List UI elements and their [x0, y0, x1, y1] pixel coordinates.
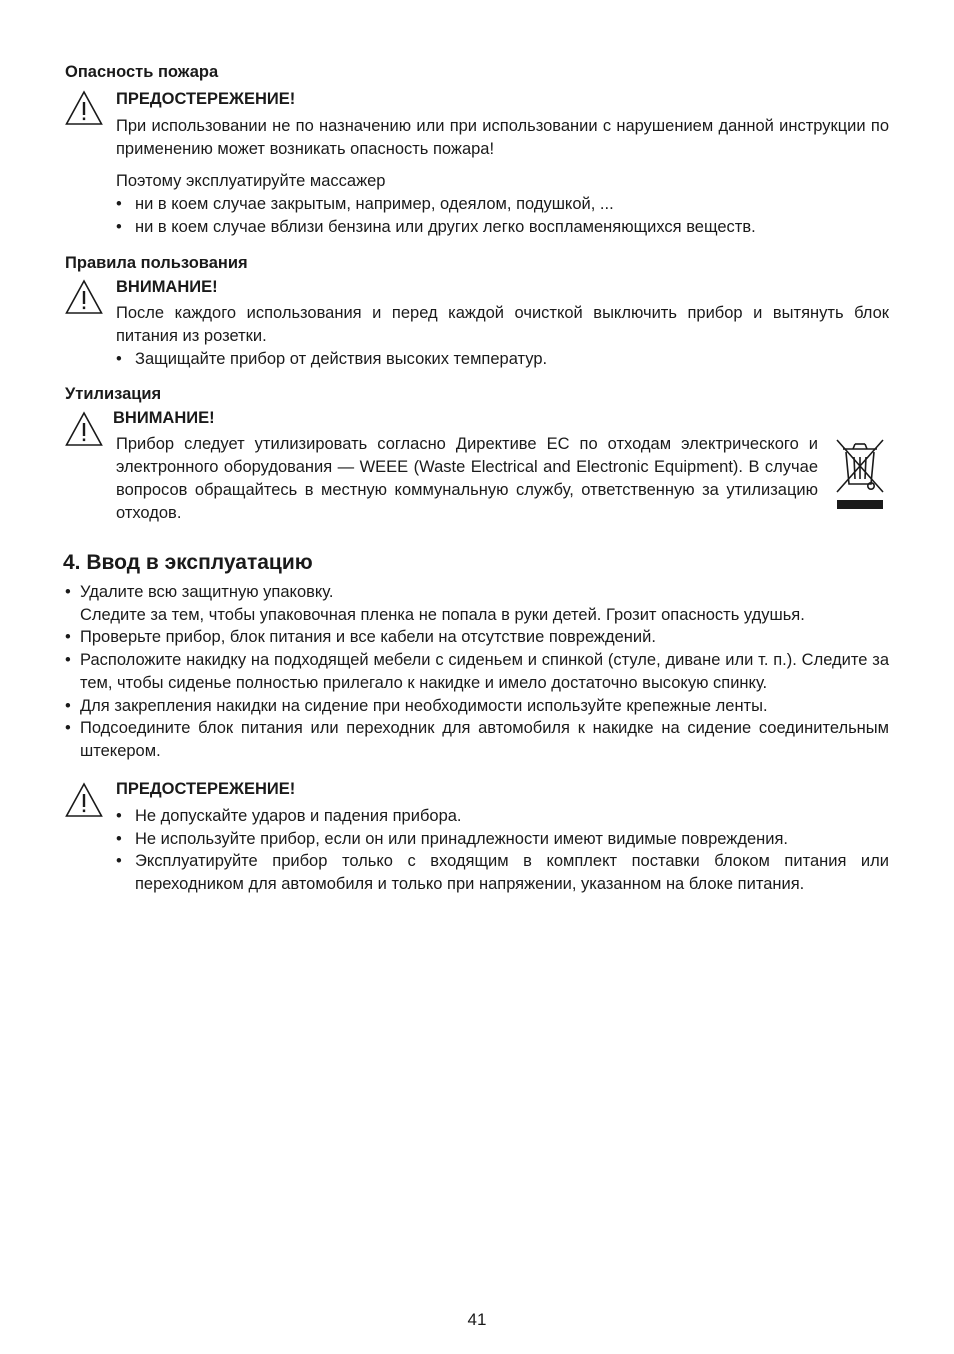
- list-item-text: Удалите всю защитную упаковку.: [80, 583, 334, 601]
- section-heading-fire: Опасность пожара: [65, 63, 219, 81]
- bullet-marker: •: [65, 651, 71, 669]
- bullet-marker: •: [65, 697, 71, 715]
- list-item-text: Эксплуатируйте прибор только с входящим в комплект поставки блоком питания или переходником для автомобиля и только при напряжении, указанном на блоке питания.: [135, 852, 889, 893]
- section-heading-disposal: Утилизация: [65, 385, 162, 403]
- list-item: [65, 649, 889, 695]
- list-item-continuation: Следите за тем, чтобы упаковочная пленка не попала в руки детей. Грозит опасность удушья.: [80, 606, 805, 624]
- warning-triangle-icon: [65, 90, 103, 126]
- list-item-text: Для закрепления накидки на сидение при необходимости используйте крепежные ленты.: [80, 697, 768, 715]
- list-item: [116, 805, 889, 828]
- bullet-marker: •: [116, 830, 122, 848]
- bullet-marker: •: [65, 628, 71, 646]
- list-item: [116, 348, 889, 371]
- warning-triangle-icon: [65, 782, 103, 818]
- warning-label: ВНИМАНИЕ!: [113, 409, 215, 427]
- list-item-text: Защищайте прибор от действия высоких температур.: [135, 350, 548, 368]
- list-item-text: Расположите накидку на подходящей мебели с сиденьем и спинкой (стуле, диване или т. п.). Следите за тем, чтобы сиденье полностью прилегало к накидке и имело достаточно высокую спинку.: [80, 651, 889, 692]
- bullet-marker: •: [116, 807, 122, 825]
- list-item: [116, 193, 889, 216]
- list-item-text: Проверьте прибор, блок питания и все кабели на отсутствие повреждений.: [80, 628, 656, 646]
- list-item-text: Не используйте прибор, если он или принадлежности имеют видимые повреждения.: [135, 830, 788, 848]
- bullet-marker: •: [116, 195, 122, 213]
- list-item: [65, 717, 889, 763]
- list-item-text: Подсоедините блок питания или переходник для автомобиля к накидке на сидение соединительным штекером.: [80, 719, 889, 760]
- list-item: [116, 850, 889, 896]
- section-heading-rules: Правила пользования: [65, 254, 248, 272]
- warning-text: После каждого использования и перед каждой очисткой выключить прибор и вытянуть блок питания из розетки.: [116, 304, 889, 345]
- bullet-marker: •: [116, 218, 122, 236]
- list-item: [65, 581, 889, 627]
- warning-text: При использовании не по назначению или при использовании с нарушением данной инструкции по применению может возникать опасность пожара!: [116, 117, 889, 158]
- list-item-text: Не допускайте ударов и падения прибора.: [135, 807, 462, 825]
- list-item: [116, 216, 889, 239]
- bullet-marker: •: [116, 852, 122, 870]
- bullet-marker: •: [65, 719, 71, 737]
- list-item-text: ни в коем случае вблизи бензина или других легко воспламеняющихся веществ.: [135, 218, 756, 236]
- warning-label: ПРЕДОСТЕРЕЖЕНИЕ!: [116, 780, 296, 798]
- crossed-out-wheelie-bin-icon: [834, 437, 886, 511]
- warning-label: ВНИМАНИЕ!: [116, 278, 218, 296]
- intro-text: Поэтому эксплуатируйте массажер: [116, 172, 386, 190]
- warning-triangle-icon: [65, 279, 103, 315]
- section-heading-commissioning: 4. Ввод в эксплуатацию: [63, 551, 313, 574]
- warning-triangle-icon: [65, 411, 103, 447]
- list-item: [65, 695, 889, 718]
- bullet-marker: •: [116, 350, 122, 368]
- warning-label: ПРЕДОСТЕРЕЖЕНИЕ!: [116, 90, 296, 108]
- list-item: [116, 828, 889, 851]
- bullet-marker: •: [65, 583, 71, 601]
- page-number: 41: [467, 1310, 487, 1329]
- list-item: [65, 626, 889, 649]
- list-item-text: ни в коем случае закрытым, например, одеялом, подушкой, ...: [135, 195, 614, 213]
- warning-text: Прибор следует утилизировать согласно Директиве ЕС по отходам электрического и электронного оборудования — WEEE (Waste Electrical and Electronic Equipment). В случае вопросов обращайтесь в местную коммунальную службу, ответственную за утилизацию отходов.: [116, 435, 818, 522]
